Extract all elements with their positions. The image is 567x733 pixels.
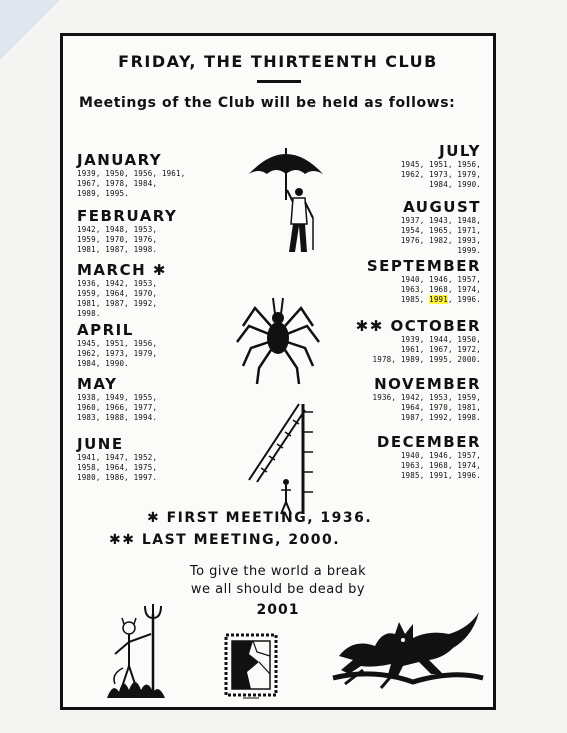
month-name: SEPTEMBER bbox=[366, 257, 481, 275]
month-name bbox=[77, 262, 167, 279]
quote-line-1: To give the world a break bbox=[189, 564, 367, 579]
page-title: FRIDAY, THE THIRTEENTH CLUB bbox=[118, 52, 438, 71]
month-years: 1939, 1950, 1956, 1961, 1967, 1978, 1984, 1989, 1995. bbox=[77, 169, 186, 198]
month-name bbox=[356, 318, 481, 335]
month-september bbox=[367, 258, 481, 305]
intro-text: Meetings of the Club will be held as follows: bbox=[79, 95, 456, 111]
month-april bbox=[77, 322, 157, 369]
month-years: 1939, 1944, 1950, 1961, 1967, 1972, 1978, 1989, 1995, 2000. bbox=[372, 335, 481, 364]
ladder-man-icon bbox=[243, 402, 323, 517]
month-name: NOVEMBER bbox=[374, 375, 481, 393]
month-name: JUNE bbox=[77, 435, 124, 453]
month-name: APRIL bbox=[77, 321, 134, 339]
month-august bbox=[401, 199, 481, 256]
month-name: DECEMBER bbox=[376, 433, 481, 451]
page-shadow bbox=[0, 0, 60, 60]
black-cat-icon bbox=[333, 608, 483, 688]
month-name: FEBRUARY bbox=[77, 207, 178, 225]
broken-mirror-icon bbox=[223, 632, 279, 702]
month-name-text: MARCH bbox=[77, 261, 147, 279]
month-years bbox=[367, 275, 481, 305]
first-meeting-text: FIRST MEETING, 1936. bbox=[166, 510, 373, 526]
month-name-text: OCTOBER bbox=[390, 317, 481, 335]
first-meeting bbox=[147, 510, 372, 526]
club-flyer bbox=[60, 33, 496, 710]
month-years: 1936, 1942, 1953, 1959, 1964, 1970, 1981, 1987, 1992, 1998. bbox=[77, 279, 158, 318]
month-years: 1940, 1946, 1957, 1963, 1968, 1974, 1985, 1991, 1996. bbox=[400, 451, 481, 480]
month-november bbox=[373, 376, 481, 423]
years-part: 1940, 1946, 1957, 1963, 1968, 1974, 1985, bbox=[400, 275, 481, 304]
month-name: MAY bbox=[77, 375, 118, 393]
month-years: 1945, 1951, 1956, 1962, 1973, 1979, 1984, 1990. bbox=[400, 160, 481, 189]
month-february bbox=[77, 208, 177, 255]
month-years: 1945, 1951, 1956, 1962, 1973, 1979, 1984, 1990. bbox=[77, 339, 158, 368]
years-part: , 1996. bbox=[447, 295, 481, 304]
devil-icon bbox=[103, 594, 173, 706]
month-march bbox=[77, 262, 167, 319]
month-october bbox=[356, 318, 481, 365]
last-meeting-text: LAST MEETING, 2000. bbox=[141, 532, 341, 548]
title-underline bbox=[257, 80, 301, 83]
month-may bbox=[77, 376, 157, 423]
month-name: JANUARY bbox=[77, 151, 163, 169]
month-years: 1936, 1942, 1953, 1959, 1964, 1970, 1981, 1987, 1992, 1998. bbox=[372, 393, 481, 422]
month-name: AUGUST bbox=[403, 198, 481, 216]
final-year: 2001 bbox=[256, 602, 300, 618]
asterisk-icon: ✱ bbox=[147, 510, 161, 526]
umbrella-man-icon bbox=[241, 140, 331, 260]
asterisk-icon: ✱✱ bbox=[355, 317, 384, 335]
asterisk-icon: ✱✱ bbox=[109, 532, 136, 548]
month-name: JULY bbox=[439, 142, 481, 160]
month-years: 1937, 1943, 1948, 1954, 1965, 1971, 1976, 1982, 1993, 1999. bbox=[400, 216, 481, 255]
month-december bbox=[377, 434, 481, 481]
month-january bbox=[77, 152, 185, 199]
highlighted-year: 1991 bbox=[429, 295, 448, 304]
last-meeting bbox=[109, 532, 340, 548]
month-years: 1938, 1949, 1955, 1960, 1966, 1977, 1983, 1988, 1994. bbox=[77, 393, 158, 422]
month-june bbox=[77, 436, 157, 483]
month-years: 1941, 1947, 1952, 1958, 1964, 1975, 1980, 1986, 1997. bbox=[77, 453, 158, 482]
month-years: 1942, 1948, 1953, 1959, 1970, 1976, 1981, 1987, 1998. bbox=[77, 225, 158, 254]
quote-line-2: we all should be dead by bbox=[190, 582, 366, 597]
spider-icon bbox=[233, 286, 323, 386]
asterisk-icon: ✱ bbox=[152, 261, 167, 279]
month-july bbox=[401, 143, 481, 190]
